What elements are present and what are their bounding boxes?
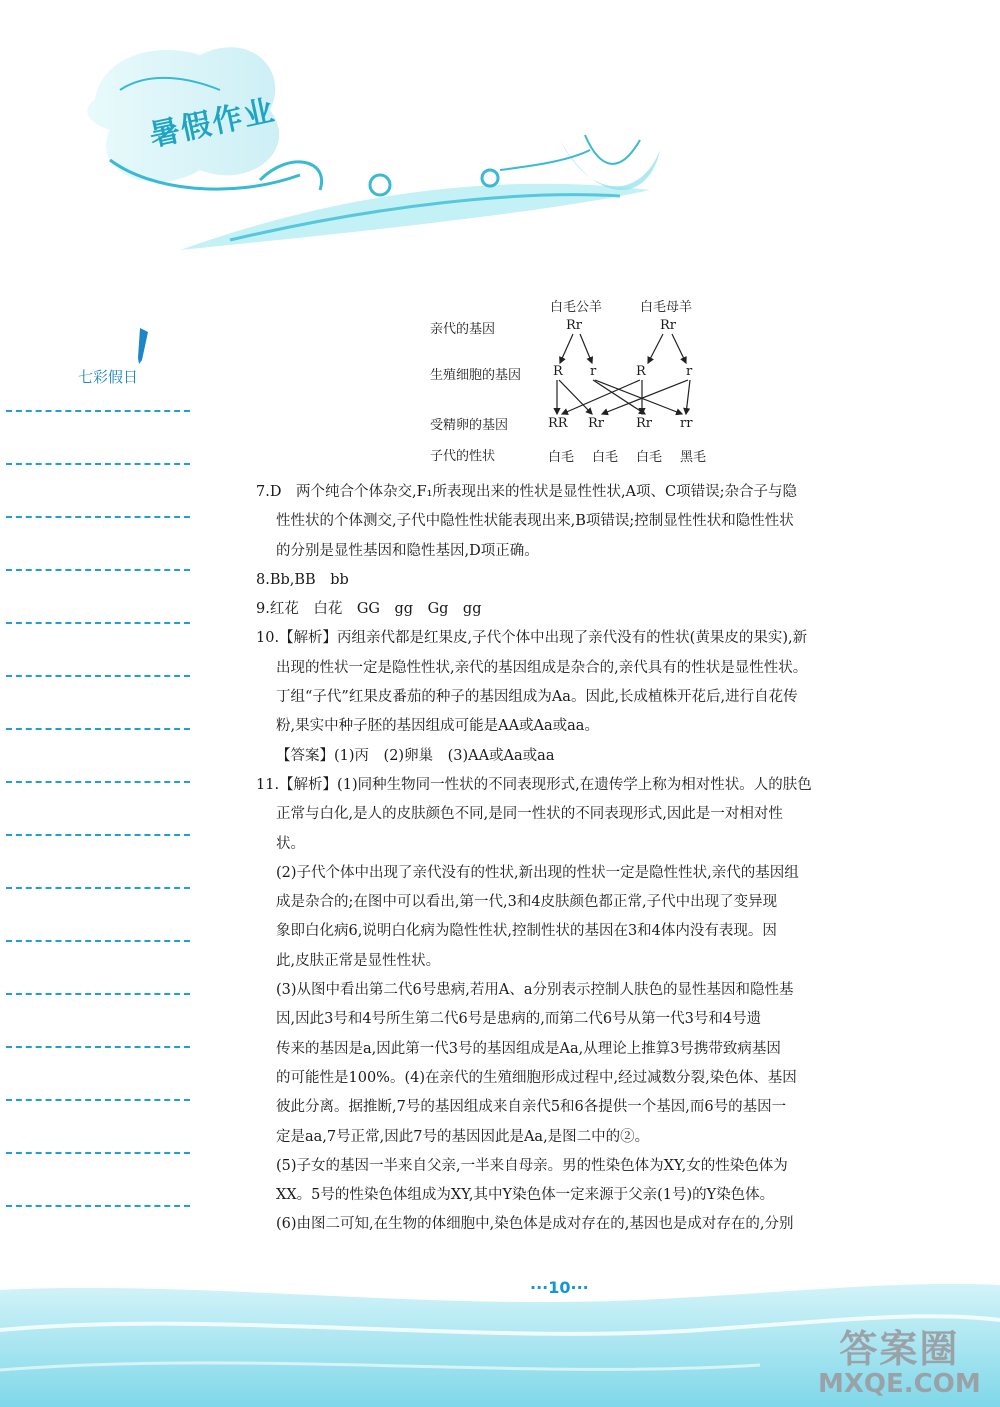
header-title: 暑假作业 — [146, 92, 279, 154]
text-line: 传来的基因是a,因此第一代3号的基因组成是Aa,从理论上推算3号携带致病基因 — [276, 1040, 781, 1057]
note-line — [6, 1152, 190, 1154]
parent-label: 白毛母羊 — [640, 300, 693, 315]
zygote-gene: Rr — [588, 416, 605, 431]
row-label: 子代的性状 — [430, 449, 496, 464]
text-line: 正常与白化,是人的皮肤颜色不同,是同一性状的不同表现形式,因此是一对相对性 — [276, 806, 783, 823]
note-line — [6, 569, 190, 571]
gamete-gene: R — [636, 364, 646, 379]
note-line — [6, 728, 190, 730]
note-line — [6, 1099, 190, 1101]
page-number: ···10··· — [530, 1278, 589, 1297]
text-line: 状。 — [276, 835, 305, 852]
zygote-gene: rr — [680, 416, 693, 431]
text-line: (3)从图中看出第二代6号患病,若用A、a分别表示控制人肤色的显性基因和隐性基 — [276, 982, 794, 999]
row-label: 亲代的基因 — [430, 322, 496, 337]
note-line — [6, 781, 190, 783]
note-line — [6, 1046, 190, 1048]
note-line — [6, 463, 190, 465]
text-line: 11.【解析】(1)同种生物同一性状的不同表现形式,在遗传学上称为相对性状。人的肤色 — [256, 776, 812, 793]
text-line: 定是aa,7号正常,因此7号的基因因此是Aa,是图二中的②。 — [276, 1128, 650, 1145]
offspring-trait: 白毛 — [592, 450, 619, 465]
gamete-gene: r — [686, 364, 693, 379]
text-line: 因,因此3号和4号所生第二代6号是患病的,而第二代6号从第一代3号和4号遗 — [276, 1011, 762, 1028]
text-line: 7.D 两个纯合个体杂交,F₁所表现出来的性状是显性性状,A项、C项错误;杂合子与隐 — [256, 484, 797, 500]
watermark-text: 答案圈 — [839, 1327, 960, 1371]
note-line — [6, 1205, 190, 1207]
note-line — [6, 516, 190, 518]
offspring-trait: 黑毛 — [680, 450, 707, 465]
row-label: 生殖细胞的基因 — [430, 368, 522, 383]
text-line: 9.红花 白花 GG gg Gg gg — [256, 601, 482, 618]
text-line: 8.Bb,BB bb — [256, 571, 349, 588]
zygote-gene: RR — [548, 416, 568, 431]
offspring-trait: 白毛 — [636, 450, 663, 465]
text-line: 的分别是显性基因和隐性基因,D项正确。 — [276, 542, 539, 559]
note-line — [6, 940, 190, 942]
note-line — [6, 410, 190, 412]
text-line: XX。5号的性染色体组成为XY,其中Y染色体一定来源于父亲(1号)的Y染色体。 — [276, 1187, 775, 1204]
answer-text — [256, 478, 888, 1240]
text-line: 彼此分离。据推断,7号的基因组成来自亲代5和6各提供一个基因,而6号的基因一 — [276, 1099, 787, 1116]
parent-label: 白毛公羊 — [550, 300, 603, 315]
text-line: 出现的性状一定是隐性性状,亲代的基因组成是杂合的,亲代具有的性状是显性性状。 — [276, 659, 808, 676]
text-line: 性性状的个体测交,子代中隐性性状能表现出来,B项错误;控制显性性状和隐性性状 — [276, 513, 794, 530]
note-line — [6, 834, 190, 836]
zygote-gene: Rr — [636, 416, 653, 431]
parent-gene: Rr — [660, 318, 677, 333]
note-line — [6, 622, 190, 624]
watermark-url: MXQE.COM — [818, 1369, 981, 1399]
text-line: 成是杂合的;在图中可以看出,第一代,3和4皮肤颜色都正常,子代中出现了变异现 — [276, 894, 778, 911]
text-line: 【答案】(1)丙 (2)卵巢 (3)AA或Aa或aa — [276, 747, 555, 764]
row-label: 受精卵的基因 — [430, 418, 509, 433]
text-line: 粉,果实中种子胚的基因组成可能是AA或Aa或aa。 — [276, 718, 599, 735]
text-line: 10.【解析】丙组亲代都是红果皮,子代个体中出现了亲代没有的性状(黄果皮的果实),新 — [256, 630, 808, 647]
parent-gene: Rr — [566, 318, 583, 333]
text-line: 的可能性是100%。(4)在亲代的生殖细胞形成过程中,经过减数分裂,染色体、基因 — [276, 1069, 797, 1086]
pen-icon — [136, 326, 150, 366]
text-line: 丁组“子代”红果皮番茄的种子的基因组成为Aa。因此,长成植株开花后,进行自花传 — [276, 689, 798, 706]
watermark — [818, 1318, 981, 1399]
text-line: 象即白化病6,说明白化病为隐性性状,控制性状的基因在3和4体内没有表现。因 — [276, 923, 777, 940]
offspring-trait: 白毛 — [548, 450, 575, 465]
text-line: (5)子女的基因一半来自父亲,一半来自母亲。男的性染色体为XY,女的性染色体为 — [276, 1157, 788, 1174]
gamete-gene: R — [553, 364, 563, 379]
note-line — [6, 993, 190, 995]
gamete-gene: r — [590, 364, 597, 379]
genetic-cross-diagram — [420, 290, 740, 470]
note-line — [6, 675, 190, 677]
text-line: (6)由图二可知,在生物的体细胞中,染色体是成对存在的,基因也是成对存在的,分别 — [276, 1216, 794, 1233]
text-line: 此,皮肤正常是显性性状。 — [276, 952, 441, 969]
sidebar-label: 七彩假日 — [78, 368, 139, 386]
text-line: (2)子代个体中出现了亲代没有的性状,新出现的性状一定是隐性性状,亲代的基因组 — [276, 864, 799, 881]
note-line — [6, 887, 190, 889]
